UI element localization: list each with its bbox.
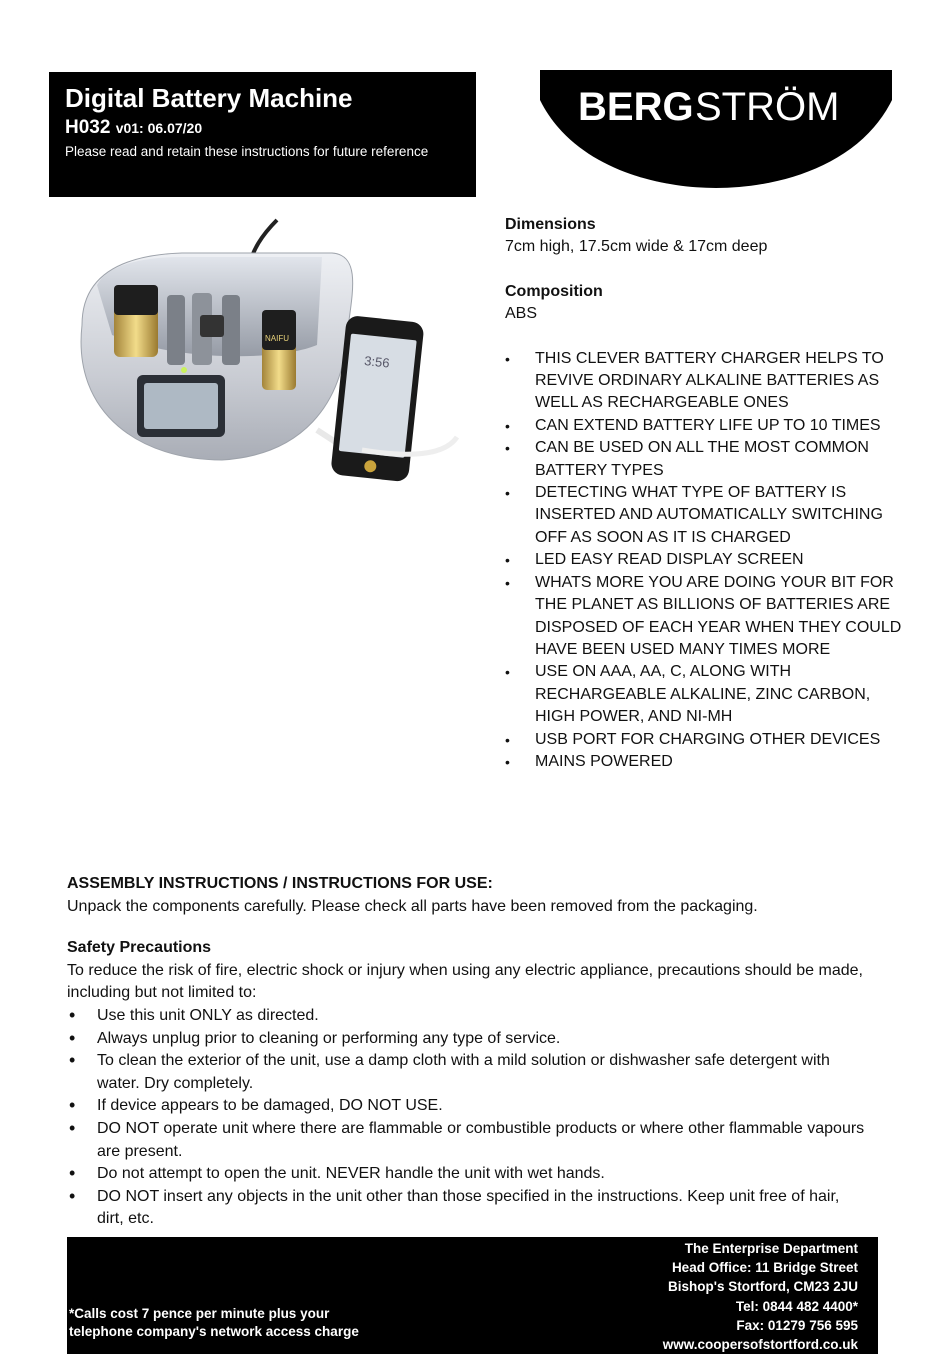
call-charges-note: [69, 1305, 359, 1340]
head-office: Head Office: 11 Bridge Street: [671, 1260, 858, 1276]
battery-brand-label: NAIFU: [265, 334, 289, 343]
product-code: H032: [65, 117, 111, 138]
title-banner: [49, 72, 476, 197]
feature-item: • LED EASY READ DISPLAY SCREEN: [505, 551, 804, 569]
safety-item: • Always unplug prior to cleaning or performing any type of service.: [69, 1027, 561, 1048]
safety-item: • Use this unit ONLY as directed.: [69, 1004, 319, 1025]
safety-list: [67, 1005, 867, 1231]
website: www.coopersofstortford.co.uk: [662, 1337, 858, 1353]
dimensions-value: 7cm high, 17.5cm wide & 17cm deep: [505, 238, 768, 256]
call-charges-line-1: *Calls cost 7 pence per minute plus your: [69, 1306, 330, 1321]
logo-text-main: BERG: [578, 85, 694, 129]
product-code-line: [65, 116, 460, 140]
feature-item: • CAN BE USED ON ALL THE MOST COMMON BATTERY TYPES: [505, 439, 869, 479]
call-charges-line-2: telephone company's network access charge: [69, 1323, 359, 1339]
footer-banner: [67, 1237, 878, 1354]
composition-value: ABS: [505, 305, 538, 323]
feature-item: • DETECTING WHAT TYPE OF BATTERY IS INSERTED AND AUTOMATICALLY SWITCHING OFF AS SOON AS IT IS CHARGED: [505, 484, 883, 546]
company-name: The Enterprise Department: [684, 1241, 858, 1256]
specifications: [505, 214, 905, 773]
safety-intro: To reduce the risk of fire, electric shock or injury when using any electric appliance, precautions should be made, including but not limited to:: [67, 961, 863, 1002]
dimensions-heading: Dimensions: [505, 216, 596, 233]
assembly-text: Unpack the components carefully. Please check all parts have been removed from the packaging.: [67, 897, 758, 915]
safety-item: • DO NOT operate unit where there are flammable or combustible products or where other flammable vapours are present.: [69, 1117, 865, 1160]
feature-item: • THIS CLEVER BATTERY CHARGER HELPS TO REVIVE ORDINARY ALKALINE BATTERIES AS WELL AS RECHARGEABLE ONES: [505, 349, 884, 412]
feature-item: • USB PORT FOR CHARGING OTHER DEVICES: [505, 730, 881, 748]
feature-item: • CAN EXTEND BATTERY LIFE UP TO 10 TIMES: [505, 416, 881, 434]
logo-text-secondary: STRÖM: [695, 85, 840, 129]
bergstrom-logo: [540, 70, 892, 188]
feature-item: • WHATS MORE YOU ARE DOING YOUR BIT FOR THE PLANET AS BILLIONS OF BATTERIES ARE DISPOSED OF EACH YEAR WHEN THEY COULD HAVE BEEN USED MANY TIMES MORE: [505, 573, 902, 658]
phone-clock: 3:56: [363, 353, 391, 371]
town-postcode: Bishop's Stortford, CM23 2JU: [668, 1279, 858, 1295]
safety-item: • If device appears to be damaged, DO NOT USE.: [69, 1095, 443, 1116]
company-address: [663, 1239, 858, 1354]
safety-item: • DO NOT insert any objects in the unit other than those specified in the instructions. Keep unit free of hair, dirt, etc.: [69, 1185, 840, 1228]
version-label: v01: 06.07/20: [115, 120, 203, 136]
assembly-heading: ASSEMBLY INSTRUCTIONS / INSTRUCTIONS FOR USE:: [67, 875, 493, 892]
telephone: Tel: 0844 482 4400*: [735, 1298, 858, 1314]
document-title: Digital Battery Machine: [65, 83, 353, 113]
retain-note: Please read and retain these instructions for future reference: [65, 144, 429, 159]
instructions-section: [67, 873, 867, 1231]
safety-item: • To clean the exterior of the unit, use a damp cloth with a mild solution or dishwasher safe detergent with water. Dry completely.: [69, 1050, 830, 1092]
feature-item: • MAINS POWERED: [505, 752, 673, 770]
feature-list: [505, 348, 905, 774]
composition-heading: Composition: [505, 282, 603, 300]
safety-item: • Do not attempt to open the unit. NEVER handle the unit with wet hands.: [69, 1163, 605, 1184]
feature-item: • USE ON AAA, AA, C, ALONG WITH RECHARGEABLE ALKALINE, ZINC CARBON, HIGH POWER, AND NI-MH: [505, 663, 871, 726]
fax: Fax: 01279 756 595: [736, 1317, 858, 1333]
product-image: [62, 215, 472, 515]
safety-heading: Safety Precautions: [67, 939, 212, 957]
